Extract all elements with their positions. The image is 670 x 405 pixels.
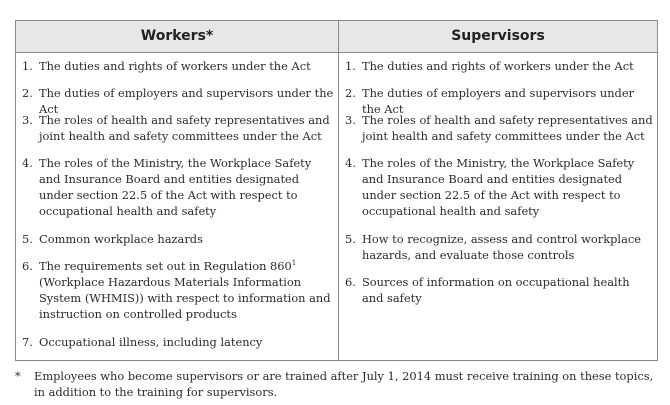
workers-item-6 <box>22 258 334 322</box>
item-text: The duties of employers and supervisors under the Act <box>39 86 334 116</box>
supervisors-item-5 <box>345 231 653 263</box>
item-text: The duties and rights of workers under the Act <box>39 59 311 73</box>
footnote-ref-superscript: 1 <box>291 259 297 267</box>
table-header-row <box>16 21 657 53</box>
item-number: 3. <box>22 113 33 127</box>
workers-item-5 <box>22 231 334 247</box>
item-number: 1. <box>22 59 33 73</box>
item-text: The roles of health and safety representatives and joint health and safety committees under the Act <box>39 113 330 143</box>
item-number: 7. <box>22 335 33 349</box>
item-text: The duties of employers and supervisors under the Act <box>362 86 635 116</box>
workers-item-4 <box>22 155 334 219</box>
header-supervisors: Supervisors <box>451 28 545 44</box>
item-text: Occupational illness, including latency <box>39 335 263 349</box>
workers-item-3 <box>22 112 334 144</box>
item-number: 3. <box>345 113 356 127</box>
supervisors-item-1 <box>345 58 653 74</box>
item-text: The duties and rights of workers under the Act <box>362 59 634 73</box>
item-number: 4. <box>22 156 33 170</box>
item-text: The roles of the Ministry, the Workplace Safety and Insurance Board and entities designated under section 22.5 of the Act with respect to occupational health and safety <box>39 156 312 218</box>
item-text: The roles of health and safety representatives and joint health and safety committees under the Act <box>362 113 653 143</box>
item-number: 5. <box>22 232 33 246</box>
item-number: 6. <box>345 275 356 289</box>
footnote-text: Employees who become supervisors or are trained after July 1, 2014 must receive training on these topics, in addition to the training for supervisors. <box>34 369 654 399</box>
item-text-part: (Workplace Hazardous Materials Information System (WHMIS)) with respect to information and instruction on controlled products <box>39 275 331 321</box>
workers-item-1 <box>22 58 334 74</box>
item-text-part: The requirements set out in Regulation 860 <box>39 259 292 273</box>
item-number: 5. <box>345 232 356 246</box>
supervisors-item-3 <box>345 112 653 144</box>
header-workers: Workers* <box>140 28 214 44</box>
item-text <box>39 258 334 322</box>
item-number: 2. <box>345 86 356 100</box>
footnote-mark: * <box>15 369 21 383</box>
supervisors-item-4 <box>345 155 653 219</box>
footnote <box>15 368 660 400</box>
item-text: How to recognize, assess and control workplace hazards, and evaluate those controls <box>362 232 641 262</box>
item-number: 1. <box>345 59 356 73</box>
training-topics-table <box>15 20 658 361</box>
item-text: Common workplace hazards <box>39 232 203 246</box>
item-number: 6. <box>22 259 33 273</box>
item-number: 2. <box>22 86 33 100</box>
supervisors-item-6 <box>345 274 653 306</box>
workers-column <box>16 53 338 360</box>
workers-item-7 <box>22 334 334 350</box>
supervisors-column <box>339 53 657 360</box>
item-number: 4. <box>345 156 356 170</box>
item-text: The roles of the Ministry, the Workplace Safety and Insurance Board and entities designated under section 22.5 of the Act with respect to occupational health and safety <box>362 156 635 218</box>
item-text: Sources of information on occupational health and safety <box>362 275 630 305</box>
